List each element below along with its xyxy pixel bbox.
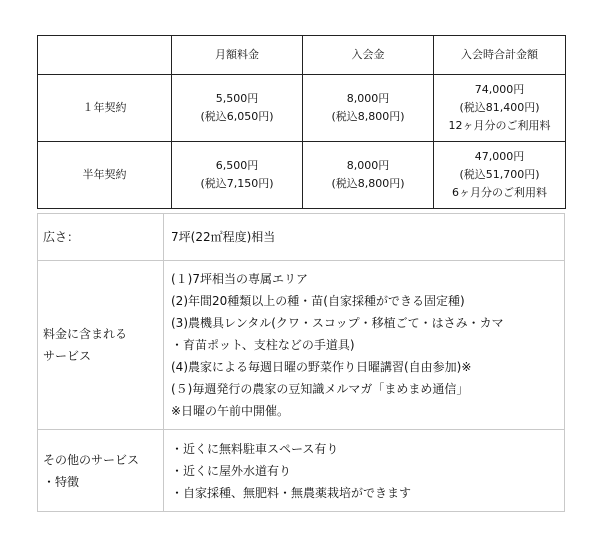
services-item: (4)農家による毎週日曜の野菜作り日曜講習(自由参加)※ [171,360,472,374]
services-item: (3)農機具レンタル(クワ・スコップ・移植ごて・はさみ・カマ [171,316,504,330]
other-label [38,430,164,512]
total-fee-tax: (税込81,400円) [459,101,540,114]
total-fee-1year [434,75,566,142]
other-item: ・近くに無料駐車スペース有り [171,441,339,456]
monthly-fee-tax: (税込7,150円) [200,177,274,190]
other-list [164,430,565,512]
entry-fee-tax: (税込8,800円) [331,110,405,123]
total-fee-note: 6ヶ月分のご利用料 [452,186,547,199]
monthly-fee-tax: (税込6,050円) [200,110,274,123]
other-label-line: その他のサービス [43,452,140,467]
pricing-header-corner [38,36,172,75]
services-item: (2)年間20種類以上の種・苗(自家採種ができる固定種) [171,294,465,308]
total-fee-tax: (税込51,700円) [459,168,540,181]
services-note: ※日曜の午前中開催。 [171,404,290,418]
entry-fee-price: 8,000円 [346,92,390,105]
total-fee-price: 74,000円 [474,83,525,96]
pricing-header-monthly: 月額料金 [172,36,303,75]
entry-fee-1year [303,75,434,142]
pricing-header-total: 入会時合計金額 [434,36,566,75]
area-label: 広さ： [38,214,164,261]
services-label-line: 料金に含まれる [43,327,128,341]
services-label [38,261,164,430]
info-row-services [38,261,565,430]
entry-fee-price: 8,000円 [346,159,390,172]
pricing-header-row [38,36,566,75]
services-item: ・育苗ポット、支柱などの手道具) [171,338,355,352]
entry-fee-halfyear [303,142,434,209]
info-row-area [38,214,565,261]
plan-label-halfyear: 半年契約 [38,142,172,209]
pricing-header-entry: 入会金 [303,36,434,75]
other-label-line: ・特徴 [43,474,80,489]
monthly-fee-halfyear [172,142,303,209]
pricing-table [37,35,566,209]
pricing-row-1year [38,75,566,142]
info-table [37,213,565,512]
total-fee-halfyear [434,142,566,209]
area-value: 7坪(22㎡程度)相当 [164,214,565,261]
pricing-row-halfyear [38,142,566,209]
monthly-fee-price: 6,500円 [215,159,259,172]
total-fee-note: 12ヶ月分のご利用料 [448,119,551,132]
services-item: (１)7坪相当の専属エリア [171,272,308,286]
plan-label-1year: １年契約 [38,75,172,142]
other-item: ・近くに屋外水道有り [171,463,292,478]
monthly-fee-price: 5,500円 [215,92,259,105]
entry-fee-tax: (税込8,800円) [331,177,405,190]
total-fee-price: 47,000円 [474,150,525,163]
other-item: ・自家採種、無肥料・無農薬栽培ができます [171,485,412,500]
info-row-other [38,430,565,512]
monthly-fee-1year [172,75,303,142]
services-label-line: サービス [43,349,92,363]
services-list [164,261,565,430]
services-item: (５)毎週発行の農家の豆知識メルマガ「まめまめ通信」 [171,382,469,396]
